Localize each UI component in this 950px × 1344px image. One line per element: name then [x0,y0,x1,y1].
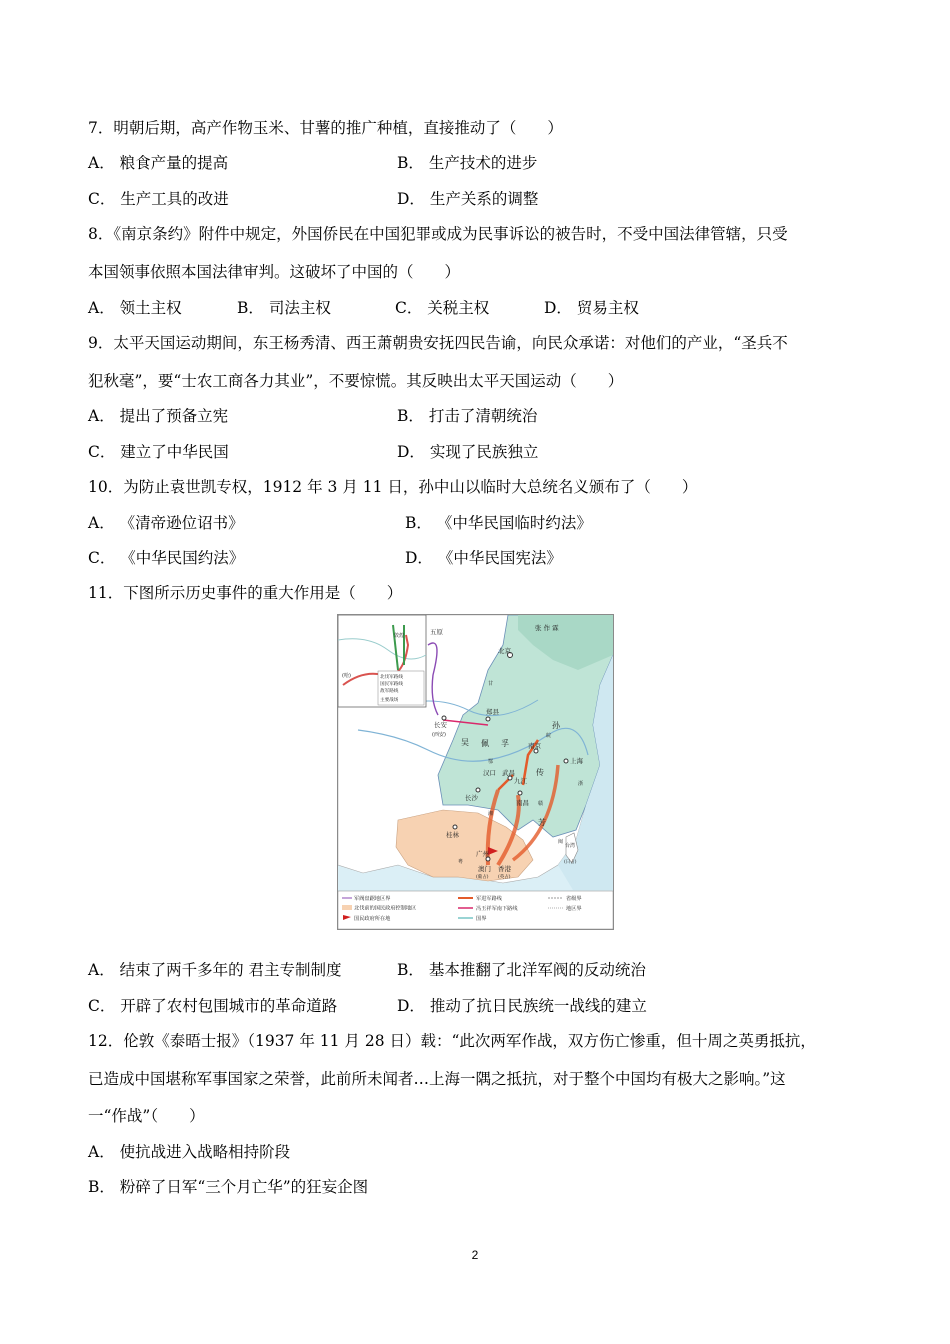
northern-expedition-map [337,614,614,930]
place-nanchang: 南昌 [516,799,529,807]
place-changsha: 长沙 [465,794,478,802]
q11-option-c: C． 开辟了农村包围城市的革命道路 [88,997,338,1015]
place-beijing: 北京 [498,647,511,655]
place-macau-note: (葡占) [476,875,489,880]
q9-stem-line1: 9．太平天国运动期间，东王杨秀清、西王萧朝贵安抚四民告谕，向民众承诺：对他们的产业，“圣兵不 [88,334,788,352]
place-jiujiang: 九江 [514,777,527,785]
place-sun: 孙 [552,721,560,730]
place-e: 鄂 [488,759,494,765]
q11-stem: 11．下图所示历史事件的重大作用是（ ） [88,584,403,602]
place-guangzhou: 广州 [476,850,489,858]
place-xiang: 湘 [488,811,494,817]
place-gan2: 赣 [538,801,544,807]
q12-stem-line3: 一“作战”（ ） [88,1107,205,1125]
legend-march-route: 军进军路线 [476,896,502,902]
q7-stem: 7．明朝后期，高产作物玉米、甘薯的推广种植，直接推动了（ ） [88,119,563,137]
inset-legend-3: 敌军路线 [380,689,399,694]
legend-province-border: 省级界 [566,896,582,902]
place-macau: 澳门 [478,865,491,873]
legend-gmd-seat: 国民政府所在地 [354,916,391,922]
q10-stem: 10．为防止袁世凯专权，1912 年 3 月 11 日，孙中山以临时大总统名义颁布了（ ） [88,478,698,496]
q11-option-d: D． 推动了抗日民族统一战线的建立 [397,997,647,1015]
legend-warlord-border: 军阀盘踞地区界 [354,896,391,902]
q8-stem-line2: 本国领事依照本国法律审判。这破坏了中国的（ ） [88,263,461,281]
place-wuyuan: 五原 [430,628,443,636]
q9-option-d: D． 实现了民族独立 [397,443,539,461]
place-hankou: 汉口 [483,769,496,777]
inset-legend-2: 国民军路线 [380,682,403,687]
place-dunhuang: 敦煌 [394,633,405,639]
q10-option-d: D． 《中华民国宪法》 [405,549,562,567]
q11-option-a: A． 结束了两千多年的 君主专制制度 [88,961,342,979]
q9-stem-line2: 犯秋毫”，要“士农工商各力其业”，不要惊慌。其反映出太平天国运动（ ） [88,372,624,390]
place-taiwan: 台湾 [565,843,576,849]
place-inset-note: (哈) [342,673,351,679]
place-fang: 芳 [538,818,546,827]
place-fu: 孚 [501,739,509,748]
q12-option-b: B． 粉碎了日军“三个月亡华”的狂妄企图 [88,1178,369,1196]
legend-region-border: 地区界 [566,906,582,912]
q8-option-b: B． 司法主权 [237,299,331,317]
q8-stem-line1: 8．《南京条约》附件中规定，外国侨民在中国犯罪或成为民事诉讼的被告时，不受中国法律管辖，只受 [88,225,788,243]
place-zhengxian: 郑县 [486,708,499,716]
place-chuan: 传 [536,768,544,777]
page-number: 2 [471,1248,479,1262]
q7-option-a: A． 粮食产量的提高 [88,154,229,172]
q7-option-b: B． 生产技术的进步 [397,154,538,172]
place-zhe: 浙 [578,781,584,787]
q10-option-c: C． 《中华民国约法》 [88,549,245,567]
place-min: 闽 [558,839,564,845]
place-changan: 长安 [434,721,447,729]
q8-option-c: C． 关税主权 [395,299,490,317]
q9-option-b: B． 打击了清朝统治 [397,407,538,425]
q9-option-c: C． 建立了中华民国 [88,443,229,461]
q11-option-b: B． 基本推翻了北洋军阀的反动统治 [397,961,646,979]
place-yue: 粤 [458,859,464,865]
q12-stem-line1: 12．伦敦《泰晤士报》（1937 年 11 月 28 日）载：“此次两军作战，双方伤亡惨重，但十周之英勇抵抗， [88,1032,816,1050]
inset-legend-4: 主要战场 [380,698,399,703]
q9-option-a: A． 提出了预备立宪 [88,407,229,425]
place-taiwan-note: (日占) [564,860,577,865]
q8-option-d: D． 贸易主权 [544,299,639,317]
place-xian: (西安) [432,732,446,738]
place-gan: 甘 [488,681,494,687]
q10-option-b: B． 《中华民国临时约法》 [405,514,592,532]
q7-option-c: C． 生产工具的改进 [88,190,229,208]
place-shanghai: 上海 [570,757,583,765]
place-wan: 皖 [546,733,552,739]
place-hongkong: 香港 [498,865,511,873]
q12-stem-line2: 已造成中国堪称军事国家之荣誉，此前所未闻者…上海一隅之抵抗，对于整个中国均有极大之影响。”这 [88,1070,786,1088]
place-wu: 吴 [461,738,469,747]
legend-gmd-area: 北伐前的国民政府控制地区 [354,905,417,912]
place-pei: 佩 [481,739,489,748]
q7-option-d: D． 生产关系的调整 [397,190,539,208]
place-nanjing: 南京 [528,742,541,750]
place-hongkong-note: (英占) [498,875,511,880]
legend-feng-route: 冯玉祥军南下路线 [476,906,518,912]
q12-option-a: A． 使抗战进入战略相持阶段 [88,1143,291,1161]
inset-legend-1: 北伐军路线 [380,675,403,680]
place-guilin: 桂林 [446,831,459,839]
q8-option-a: A． 领土主权 [88,299,182,317]
place-zhang-zuolin: 张 作 霖 [535,624,559,632]
q10-option-a: A． 《清帝逊位诏书》 [88,514,244,532]
legend-national-border: 国界 [476,916,487,922]
place-wuchang: 武昌 [502,769,515,777]
